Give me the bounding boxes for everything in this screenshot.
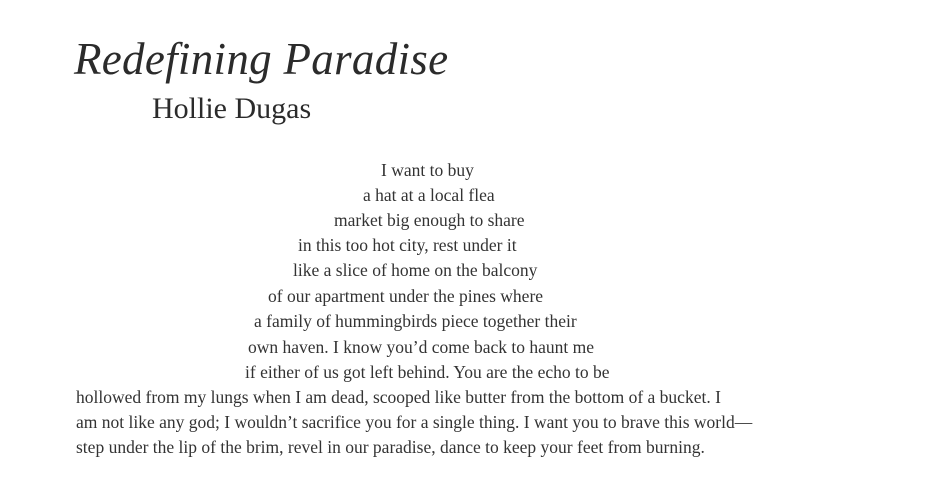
poem-line: hollowed from my lungs when I am dead, scooped like butter from the bottom of a bucket. I (76, 387, 721, 407)
poem-line: own haven. I know you’d come back to haunt me (248, 337, 595, 357)
poem-line: step under the lip of the brim, revel in our paradise, dance to keep your feet from burning. (76, 437, 705, 457)
poem-line: if either of us got left behind. You are the echo to be (245, 362, 610, 382)
poem-line: a hat at a local flea (363, 185, 495, 205)
poem-line: of our apartment under the pines where (268, 286, 544, 306)
poem-line: I want to buy (381, 160, 474, 180)
poem-line: am not like any god; I wouldn’t sacrifice you for a single thing. I want you to brave this world— (76, 412, 753, 432)
poem-line: in this too hot city, rest under it (298, 235, 517, 255)
poem-author: Hollie Dugas (152, 92, 312, 125)
poem-line: like a slice of home on the balcony (293, 260, 538, 280)
poem-title: Redefining Paradise (74, 34, 449, 84)
poem-line: market big enough to share (334, 210, 525, 230)
poem-line: a family of hummingbirds piece together their (254, 311, 577, 331)
